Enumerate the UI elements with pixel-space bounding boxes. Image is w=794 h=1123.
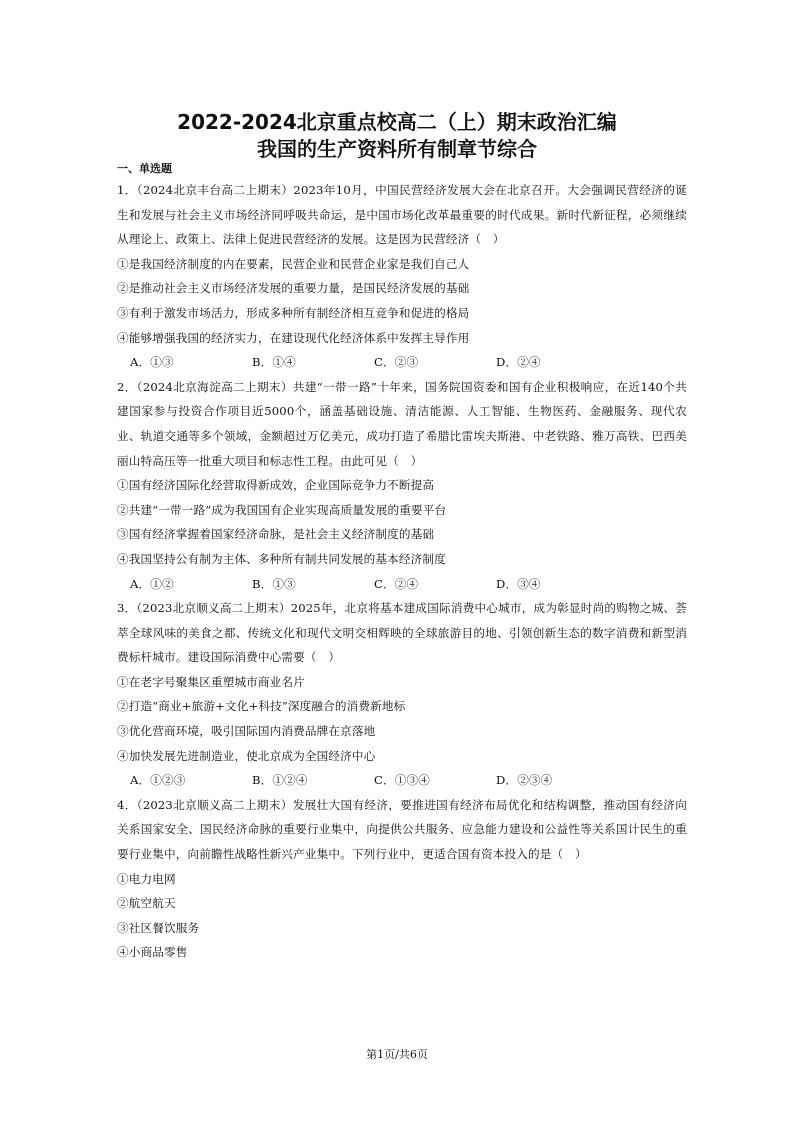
question-2 bbox=[117, 375, 687, 596]
answer-choice-a: A．①② bbox=[130, 576, 174, 591]
statement-option: ③社区餐饮服务 bbox=[117, 920, 200, 935]
statement-option: ③有利于激发市场活力，形成多种所有制经济相互竞争和促进的格局 bbox=[117, 305, 470, 320]
answer-choice-c: C．②④ bbox=[374, 576, 419, 591]
statement-option: ④小商品零售 bbox=[117, 945, 188, 960]
question-stem: 1．（2024北京丰台高二上期末）2023年10月，中国民营经济发展大会在北京召开。大会强调民营经济的诞生和发展与社会主义市场经济同呼吸共命运，是中国市场化改革最重要的时代成果。新时代新征程，必须继续从理论上、政策上、法律上促进民营经济的发展。这是因为民营经济（ ） bbox=[117, 183, 687, 247]
document-subtitle: 我国的生产资料所有制章节综合 bbox=[257, 137, 537, 161]
statement-option: ①国有经济国际化经营取得新成效，企业国际竞争力不断提高 bbox=[117, 478, 435, 493]
answer-choice-b: B．①③ bbox=[252, 576, 296, 591]
statement-option: ①在老字号聚集区重塑城市商业名片 bbox=[117, 674, 305, 689]
answer-choice-c: C．②③ bbox=[374, 355, 419, 370]
answer-choice-b: B．①④ bbox=[252, 355, 296, 370]
section-heading: 一、单选题 bbox=[117, 162, 172, 175]
answer-choices bbox=[117, 350, 687, 375]
document-title: 2022-2024北京重点校高二（上）期末政治汇编 bbox=[177, 110, 617, 134]
answer-choice-a: A．①②③ bbox=[130, 773, 186, 788]
answer-choice-a: A．①③ bbox=[130, 355, 174, 370]
question-4 bbox=[117, 793, 687, 965]
question-list bbox=[117, 178, 687, 965]
answer-choice-b: B．①②④ bbox=[252, 773, 308, 788]
question-stem: 3．（2023北京顺义高二上期末）2025年，北京将基本建成国际消费中心城市，成为彰显时尚的购物之城、荟萃全球风味的美食之都、传统文化和现代文明交相辉映的全球旅游目的地、引领创新生态的数字消费和新型消费标杆城市。建设国际消费中心需要（ ） bbox=[117, 601, 687, 665]
page-number: 第1页/共6页 bbox=[366, 1048, 428, 1061]
statement-option: ①电力电网 bbox=[117, 871, 176, 886]
answer-choice-d: D．②③④ bbox=[496, 773, 553, 788]
statement-option: ③国有经济掌握着国家经济命脉，是社会主义经济制度的基础 bbox=[117, 527, 435, 542]
answer-choices bbox=[117, 768, 687, 793]
answer-choice-d: D．③④ bbox=[496, 576, 541, 591]
statement-option: ②打造“商业+旅游+文化+科技”深度融合的消费新地标 bbox=[117, 699, 406, 714]
answer-choices bbox=[117, 572, 687, 597]
question-stem: 2．（2024北京海淀高二上期末）共建“一带一路”十年来，国务院国资委和国有企业积极响应，在近140个共建国家参与投资合作项目近5000个，涵盖基础设施、清洁能源、人工智能、生物医药、金融服务、现代农业、轨道交通等多个领域，金额超过万亿美元，成功打造了希腊比雷埃夫斯港、中老铁路、雅万高铁、巴西美丽山特高压等一批重大项目和标志性工程。由此可见（ ） bbox=[117, 379, 687, 468]
statement-option: ④加快发展先进制造业，使北京成为全国经济中心 bbox=[117, 748, 376, 763]
statement-option: ④我国坚持公有制为主体、多种所有制共同发展的基本经济制度 bbox=[117, 551, 446, 566]
statement-option: ②共建“一带一路”成为我国国有企业实现高质量发展的重要平台 bbox=[117, 502, 447, 517]
answer-choice-d: D．②④ bbox=[496, 355, 541, 370]
answer-choice-c: C．①③④ bbox=[374, 773, 430, 788]
question-1 bbox=[117, 178, 687, 375]
statement-option: ③优化营商环境，吸引国际国内消费品牌在京落地 bbox=[117, 724, 376, 739]
statement-option: ④能够增强我国的经济实力，在建设现代化经济体系中发挥主导作用 bbox=[117, 330, 470, 345]
statement-option: ①是我国经济制度的内在要素，民营企业和民营企业家是我们自己人 bbox=[117, 256, 470, 271]
statement-option: ②航空航天 bbox=[117, 896, 176, 911]
question-3 bbox=[117, 596, 687, 793]
statement-option: ②是推动社会主义市场经济发展的重要力量，是国民经济发展的基础 bbox=[117, 281, 470, 296]
question-stem: 4．（2023北京顺义高二上期末）发展壮大国有经济，要推进国有经济布局优化和结构调整，推动国有经济向关系国家安全、国民经济命脉的重要行业集中，向提供公共服务、应急能力建设和公益性等关系国计民生的重要行业集中，向前瞻性战略性新兴产业集中。下列行业中，更适合国有资本投入的是（ ） bbox=[117, 797, 687, 862]
